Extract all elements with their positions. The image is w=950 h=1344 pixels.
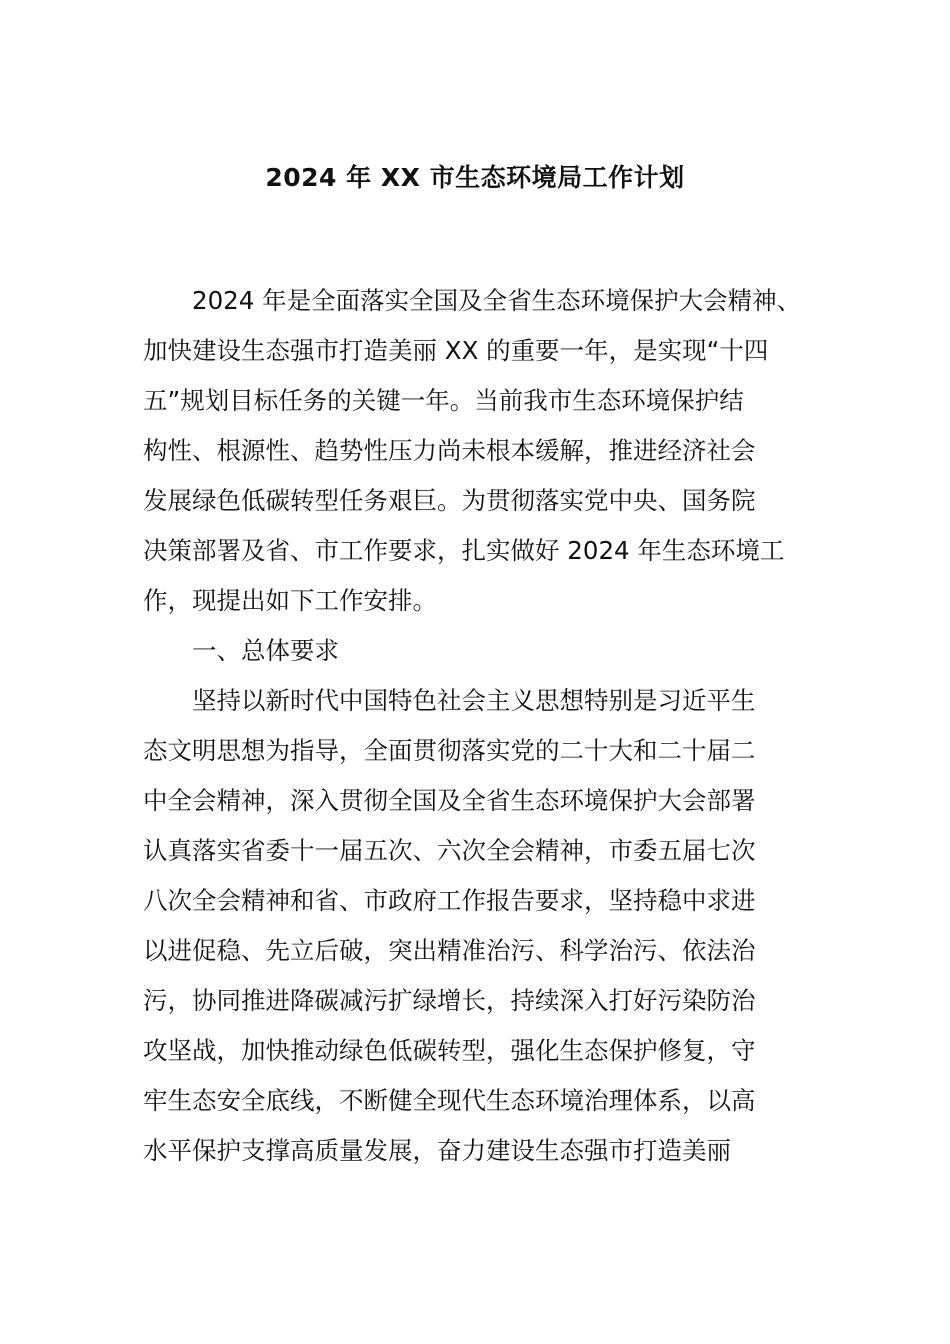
body-line-3: 五”规划目标任务的关键一年。当前我市生态环境保护结 bbox=[143, 386, 744, 415]
body-line-6: 决策部署及省、市工作要求，扎实做好 2024 年生态环境工 bbox=[143, 536, 785, 565]
body-line-1: 2024 年是全面落实全国及全省生态环境保护大会精神、 bbox=[143, 286, 802, 315]
body-line-10: 态文明思想为指导，全面贯彻落实党的二十大和二十届二 bbox=[143, 736, 756, 765]
body-line-4: 构性、根源性、趋势性压力尚未根本缓解，推进经济社会 bbox=[143, 436, 756, 465]
document-title: 2024 年 XX 市生态环境局工作计划 bbox=[265, 163, 685, 192]
body-line-18: 水平保护支撑高质量发展，奋力建设生态强市打造美丽 bbox=[143, 1136, 731, 1165]
body-line-7: 作，现提出如下工作安排。 bbox=[143, 586, 437, 615]
body-line-13: 八次全会精神和省、市政府工作报告要求，坚持稳中求进 bbox=[143, 886, 756, 915]
body-line-5: 发展绿色低碳转型任务艰巨。为贯彻落实党中央、国务院 bbox=[143, 486, 756, 515]
body-line-2: 加快建设生态强市打造美丽 XX 的重要一年，是实现“十四 bbox=[143, 336, 769, 365]
body-line-9: 坚持以新时代中国特色社会主义思想特别是习近平生 bbox=[143, 686, 756, 715]
section-heading-overall: 一、总体要求 bbox=[143, 636, 339, 665]
body-line-17: 牢生态安全底线，不断健全现代生态环境治理体系，以高 bbox=[143, 1086, 756, 1115]
body-line-15: 污，协同推进降碳减污扩绿增长，持续深入打好污染防治 bbox=[143, 986, 756, 1015]
body-line-16: 攻坚战，加快推动绿色低碳转型，强化生态保护修复，守 bbox=[143, 1036, 756, 1065]
body-line-12: 认真落实省委十一届五次、六次全会精神，市委五届七次 bbox=[143, 836, 756, 865]
body-line-11: 中全会精神，深入贯彻全国及全省生态环境保护大会部署 bbox=[143, 786, 756, 815]
body-line-14: 以进促稳、先立后破，突出精准治污、科学治污、依法治 bbox=[143, 936, 756, 965]
